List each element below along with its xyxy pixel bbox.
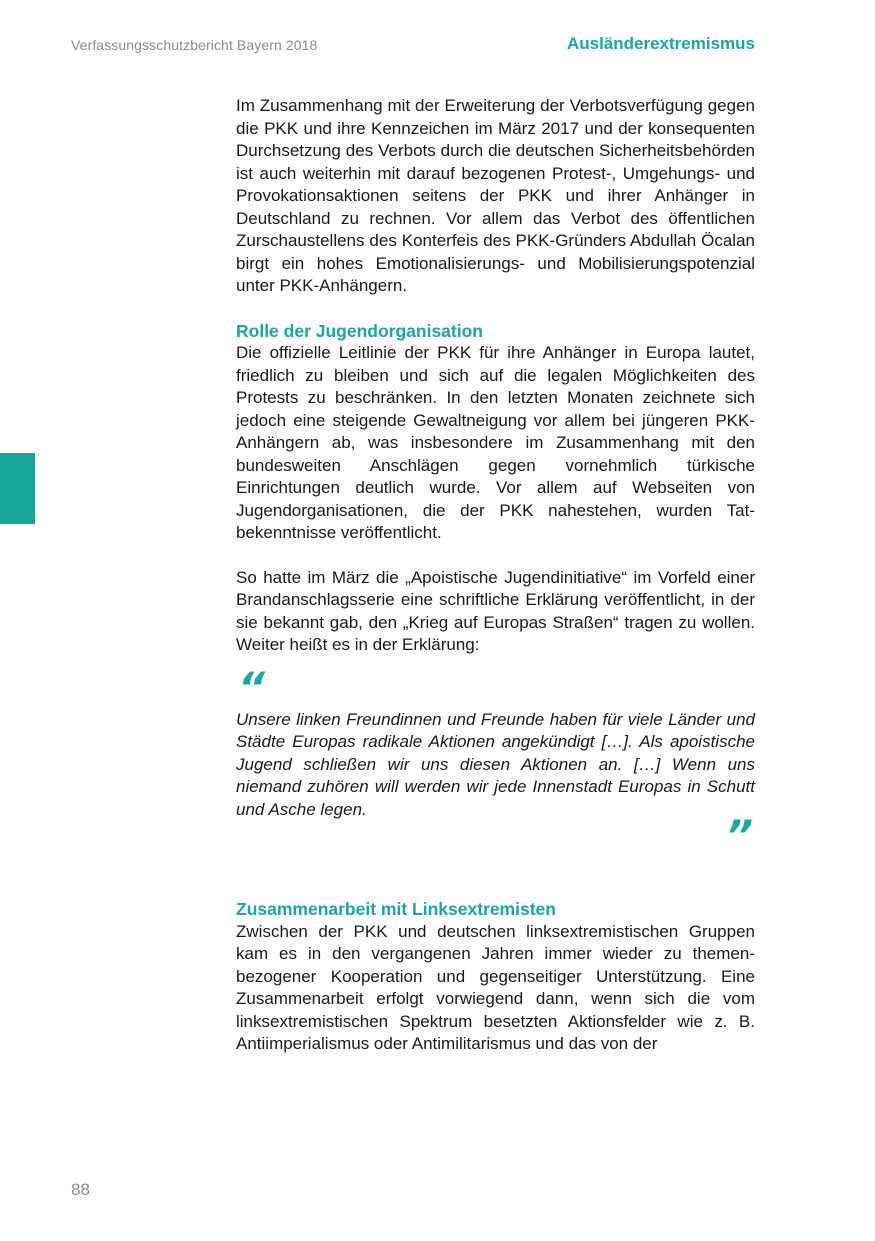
youth-heading: Rolle der Jugendorganisation — [236, 320, 483, 341]
quote-text: Unsere linken Freundinnen und Freunde haben für viele Länder und Städte Europas radikale Aktionen angekündigt […]. Als apoistische Jugend schließen wir uns diesen Aktionen an. […] Wenn uns niemand zuhören will werden wir jede Innenstadt Europas in Schutt und Asche legen. — [236, 709, 755, 819]
intro-paragraph: Im Zusammenhang mit der Erweiterung der Verbotsverfügung gegen die PKK und ihre Kennzeichen im März 2017 und der konsequenten Durchsetzung des Verbots durch die deutschen Sicherheitsbehörden ist auch weiterhin mit darauf bezogenen Protest-, Umgehungs- und Provokationsaktionen seitens der PKK und ihrer Anhänger in Deutschland zu rechnen. Vor allem das Verbot des öffentlichen Zurschaustellens des Konterfeis des PKK-Gründers Abdullah Öcalan birgt ein hohes Emotionalisierungs- und Mobilisierungspotenzial unter PKK-Anhängern. — [236, 96, 755, 295]
open-quote-icon: “ — [238, 662, 266, 712]
close-quote-icon: ” — [725, 811, 753, 860]
section-title: Ausländerextremismus — [566, 34, 755, 53]
march-paragraph: So hatte im März die „Apoistische Jugendinitiative“ im Vorfeld einer Brandanschlagsserie eine schriftliche Erklärung veröffentlicht, in der sie bekannt gab, den „Krieg auf Europas Straßen“ tragen zu wollen. Weiter heißt es in der Erklärung: — [236, 567, 755, 654]
main-content — [236, 95, 755, 1056]
chapter-tab-marker — [0, 453, 35, 524]
page-number: 88 — [71, 1180, 90, 1199]
blockquote — [236, 662, 755, 860]
cooperation-paragraph: Zwischen der PKK und deutschen linksextremistischen Gruppen kam es in den vergangenen Jahren immer wieder zu themenbezogener Kooperation und gegenseitiger Unterstützung. Eine Zusammenarbeit erfolgt vorwiegend dann, wenn sich die vom linksextremistischen Spektrum besetzten Aktionsfelder wie z. B. Antiimperialismus oder Antimilitarismus und das von der — [236, 921, 755, 1053]
running-header-title: Verfassungsschutzbericht Bayern 2018 — [71, 37, 318, 53]
youth-paragraph: Die offizielle Leitlinie der PKK für ihre Anhänger in Europa lautet, friedlich zu bleiben und sich auf die legalen Möglichkeiten des Protests zu beschränken. In den letzten Monaten zeichnete sich jedoch eine steigende Gewaltneigung vor allem bei jüngeren PKK-Anhängern ab, was insbesondere im Zusammenhang mit den bundesweiten Anschlägen gegen vornehmlich türkische Einrichtungen deutlich wurde. Vor allem auf Webseiten von Jugendorganisationen, die der PKK nahestehen, wurden Tatbekenntnisse veröffentlicht. — [236, 343, 755, 542]
cooperation-heading: Zusammenarbeit mit Linksextremisten — [236, 899, 556, 919]
